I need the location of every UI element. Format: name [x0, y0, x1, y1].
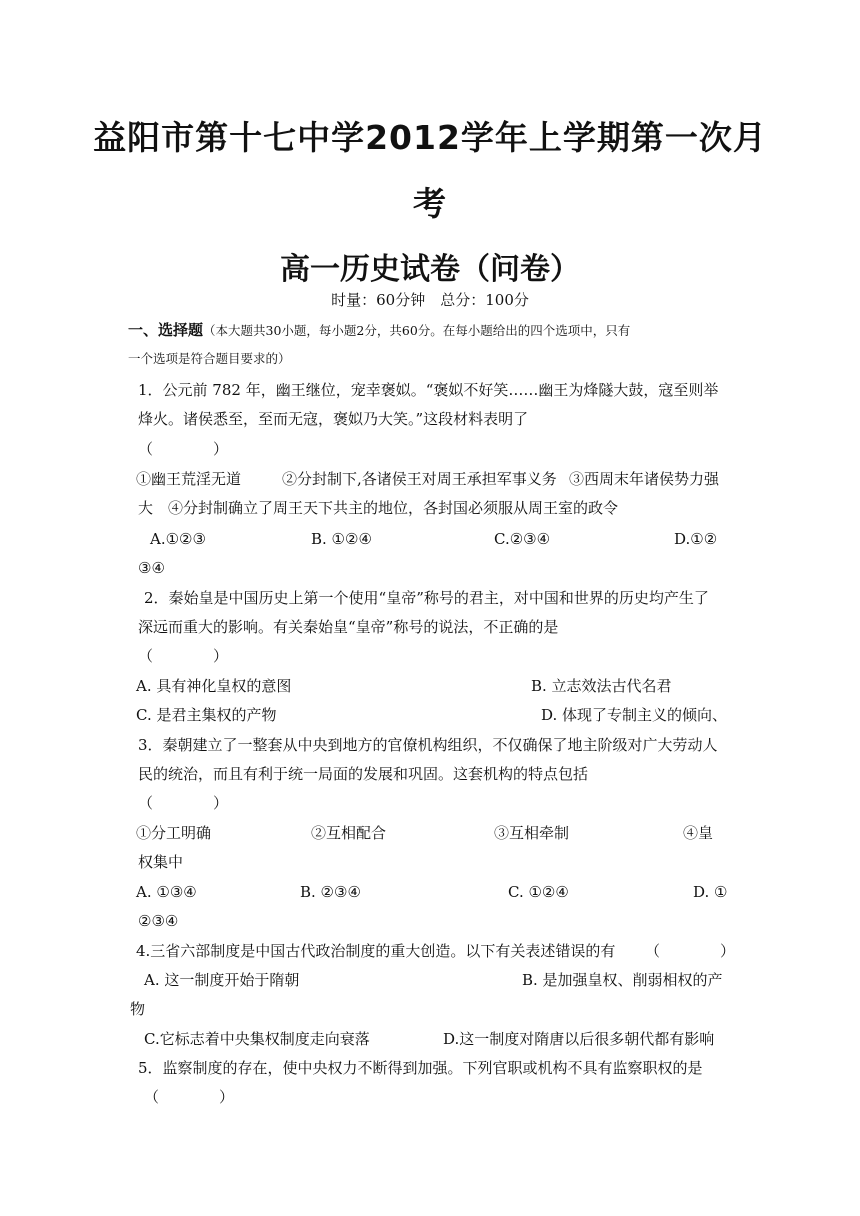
q4-stem: 4.三省六部制度是中国古代政治制度的重大创造。以下有关表述错误的有 [136, 942, 616, 960]
q1-items-wrap: 大 ④分封制确立了周王天下共主的地位，各封国必须服从周王室的政令 [138, 499, 619, 517]
exam-subtitle: 高一历史试卷（问卷） [280, 252, 580, 287]
q3-option-d-wrap: ②③④ [138, 912, 179, 930]
q4-option-d: D.这一制度对隋唐以后很多朝代都有影响 [443, 1030, 715, 1048]
q4-option-c: C.它标志着中央集权制度走向衰落 [144, 1030, 370, 1048]
q4-option-b: B. 是加强皇权、削弱相权的产 [522, 971, 723, 989]
q1-answer-blank: （ ） [138, 440, 229, 458]
q3-item-4: ④皇 [683, 824, 714, 842]
q1-option-d-wrap: ③④ [138, 559, 165, 577]
q5-answer-blank: （ ） [144, 1088, 235, 1106]
q3-stem: 3．秦朝建立了一整套从中央到地方的官僚机构组织，不仅确保了地主阶级对广大劳动人 [138, 736, 718, 754]
q1-item-3: ③西周末年诸侯势力强 [569, 470, 720, 488]
q2-option-a: A. 具有神化皇权的意图 [136, 677, 292, 695]
q3-answer-blank: （ ） [138, 794, 229, 812]
exam-title-wrap: 考 [413, 184, 447, 223]
q2-stem: 2．秦始皇是中国历史上第一个使用“皇帝”称号的君主，对中国和世界的历史均产生了 [144, 589, 709, 607]
section-instruction: （本大题共30小题，每小题2分，共60分。在每小题给出的四个选项中，只有 [203, 323, 631, 338]
q1-option-a: A.①②③ [150, 530, 206, 548]
q3-item-1: ①分工明确 [136, 824, 212, 842]
section-instruction-wrap: 一个选项是符合题目要求的） [128, 351, 291, 366]
q2-option-c: C. 是君主集权的产物 [136, 706, 277, 724]
q1-item-1: ①幽王荒淫无道 [136, 470, 242, 488]
q4-option-b-wrap: 物 [130, 1000, 146, 1018]
q1-option-d: D.①② [674, 530, 718, 548]
q3-stem-wrap: 民的统治，而且有利于统一局面的发展和巩固。这套机构的特点包括 [138, 765, 589, 783]
q2-answer-blank: （ ） [138, 647, 229, 665]
q2-option-d: D. 体现了专制主义的倾向、 [541, 706, 728, 724]
q4-option-a: A. 这一制度开始于隋朝 [144, 971, 300, 989]
q3-item-4-wrap: 权集中 [138, 853, 184, 871]
q3-option-c: C. ①②④ [508, 883, 569, 901]
section-heading: 一、选择题 [128, 321, 204, 339]
q3-option-a: A. ①③④ [136, 883, 197, 901]
q1-option-c: C.②③④ [494, 530, 551, 548]
q1-item-2: ②分封制下,各诸侯王对周王承担军事义务 [282, 470, 557, 488]
q5-stem: 5．监察制度的存在，使中央权力不断得到加强。下列官职或机构不具有监察职权的是 [138, 1059, 703, 1077]
q3-option-d: D. ① [693, 883, 728, 901]
q4-answer-blank: （ ） [645, 942, 736, 960]
exam-meta: 时量：60分钟 总分：100分 [331, 291, 529, 309]
section-heading-line [128, 320, 630, 341]
q3-option-b: B. ②③④ [300, 883, 361, 901]
q1-stem-wrap: 烽火。诸侯悉至，至而无寇，褒姒乃大笑。”这段材料表明了 [138, 410, 529, 428]
q2-stem-wrap: 深远而重大的影响。有关秦始皇“皇帝”称号的说法，不正确的是 [138, 618, 559, 636]
q3-item-2: ②互相配合 [311, 824, 387, 842]
q2-option-b: B. 立志效法古代名君 [531, 677, 672, 695]
q1-option-b: B. ①②④ [311, 530, 372, 548]
q1-stem: 1．公元前 782 年，幽王继位，宠幸褒姒。“褒姒不好笑……幽王为烽隧大鼓，寇至则举 [138, 381, 719, 399]
q3-item-3: ③互相牵制 [494, 824, 570, 842]
exam-title: 益阳市第十七中学2012学年上学期第一次月 [93, 118, 767, 157]
